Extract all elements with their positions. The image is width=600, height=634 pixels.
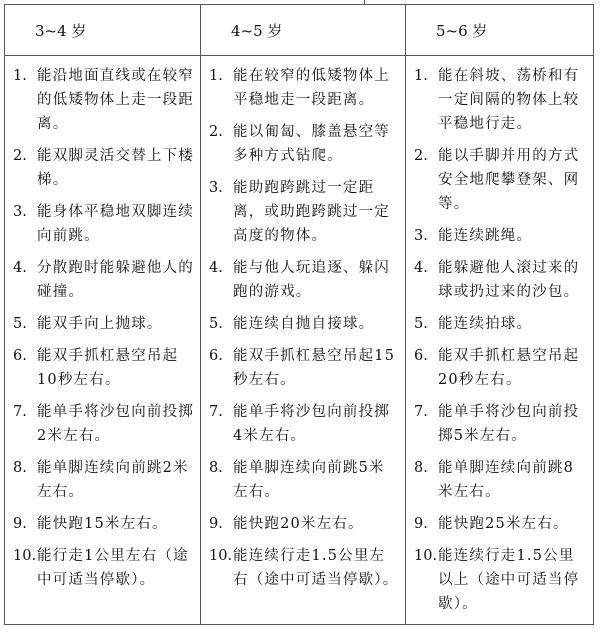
- item-number: 10.: [414, 548, 438, 564]
- item-number: 6.: [414, 348, 428, 364]
- item-text: 能沿地面直线或在较窄的低矮物体上走一段距离。: [37, 68, 194, 132]
- list-item: [13, 400, 194, 448]
- item-number: 8.: [414, 460, 428, 476]
- item-number: 2.: [13, 148, 27, 164]
- list-item: [414, 544, 587, 616]
- item-number: 5.: [414, 316, 428, 332]
- header-row: [5, 5, 593, 56]
- list-item: [209, 344, 399, 392]
- item-number: 4.: [13, 260, 27, 276]
- item-number: 6.: [209, 348, 223, 364]
- item-text: 能双手抓杠悬空吊起15秒左右。: [233, 348, 396, 388]
- list-item: [13, 144, 194, 192]
- item-text: 能以匍匐、膝盖悬空等多种方式钻爬。: [233, 124, 390, 164]
- item-text: 能以手脚并用的方式安全地爬攀登架、网等。: [438, 148, 580, 212]
- list-item: [209, 512, 399, 536]
- item-number: 2.: [209, 124, 223, 140]
- item-text: 能连续行走1.5公里以上（途中可适当停歇）。: [438, 548, 580, 612]
- list-item: [414, 64, 587, 136]
- item-text: 能与他人玩追逐、躲闪跑的游戏。: [233, 260, 390, 300]
- item-number: 3.: [414, 228, 428, 244]
- item-text: 能躲避他人滚过来的球或扔过来的沙包。: [438, 260, 580, 300]
- list-item: [209, 120, 399, 168]
- item-text: 能单脚连续向前跳8米左右。: [438, 460, 575, 500]
- item-number: 5.: [209, 316, 223, 332]
- list-item: [414, 256, 587, 304]
- list-item: [209, 64, 399, 112]
- item-text: 分散跑时能躲避他人的碰撞。: [37, 260, 194, 300]
- list-item: [414, 144, 587, 216]
- header-age-5-6: 5~6 岁: [436, 21, 488, 40]
- item-number: 9.: [13, 516, 27, 532]
- column-age-3-4: [5, 56, 201, 624]
- column-age-5-6: [406, 56, 593, 624]
- item-text: 能连续行走1.5公里左右（途中可适当停歇）。: [233, 548, 399, 588]
- list-item: [13, 64, 194, 136]
- item-number: 10.: [13, 548, 37, 564]
- item-number: 3.: [209, 180, 223, 196]
- item-number: 3.: [13, 204, 27, 220]
- list-item: [13, 312, 194, 336]
- list-item: [414, 456, 587, 504]
- item-text: 能双手向上抛球。: [37, 316, 163, 332]
- list-item: [13, 344, 194, 392]
- list-item: [13, 512, 194, 536]
- item-number: 6.: [13, 348, 27, 364]
- item-text: 能在斜坡、荡桥和有一定间隔的物体上较平稳地行走。: [438, 68, 580, 132]
- item-number: 4.: [209, 260, 223, 276]
- list-item: [13, 256, 194, 304]
- item-text: 能单手将沙包向前投掷2米左右。: [37, 404, 194, 444]
- item-text: 能身体平稳地双脚连续向前跳。: [37, 204, 194, 244]
- item-text: 能双脚灵活交替上下楼梯。: [37, 148, 194, 188]
- item-text: 能双手抓杠悬空吊起10秒左右。: [37, 348, 179, 388]
- list-item: [209, 256, 399, 304]
- item-text: 能双手抓杠悬空吊起20秒左右。: [438, 348, 580, 388]
- list-item: [414, 312, 587, 336]
- item-number: 1.: [414, 68, 428, 84]
- list-item: [209, 456, 399, 504]
- header-age-3-4: 3~4 岁: [5, 5, 201, 55]
- item-text: 能单手将沙包向前投掷4米左右。: [233, 404, 390, 444]
- item-text: 能快跑25米左右。: [438, 516, 569, 532]
- list-item: [209, 312, 399, 336]
- list-item: [209, 176, 399, 248]
- item-number: 9.: [414, 516, 428, 532]
- item-text: 能在较窄的低矮物体上平稳地走一段距离。: [233, 68, 390, 108]
- item-text: 能行走1公里左右（途中可适当停歇）。: [37, 548, 189, 588]
- item-text: 能连续拍球。: [438, 316, 533, 332]
- age-goals-table: [4, 4, 594, 625]
- list-item: [13, 200, 194, 248]
- list-item: [414, 400, 587, 448]
- item-text: 能快跑15米左右。: [37, 516, 168, 532]
- item-number: 2.: [414, 148, 428, 164]
- item-number: 5.: [13, 316, 27, 332]
- item-number: 8.: [13, 460, 27, 476]
- list-item: [13, 456, 194, 504]
- list-item: [414, 224, 587, 248]
- header-age-4-5: 4~5 岁: [201, 5, 406, 55]
- item-number: 4.: [414, 260, 428, 276]
- item-number: 9.: [209, 516, 223, 532]
- list-item: [209, 544, 399, 592]
- list-item: [13, 544, 194, 592]
- column-age-4-5: [201, 56, 406, 624]
- list-item: [414, 512, 587, 536]
- item-number: 7.: [13, 404, 27, 420]
- item-number: 7.: [414, 404, 428, 420]
- item-text: 能快跑20米左右。: [233, 516, 364, 532]
- item-text: 能单脚连续向前跳5米左右。: [233, 460, 385, 500]
- item-number: 7.: [209, 404, 223, 420]
- body-row: [5, 56, 593, 624]
- item-number: 8.: [209, 460, 223, 476]
- item-text: 能单脚连续向前跳2米左右。: [37, 460, 189, 500]
- list-item: [414, 344, 587, 392]
- item-number: 1.: [13, 68, 27, 84]
- item-text: 能单手将沙包向前投掷5米左右。: [438, 404, 580, 444]
- item-number: 10.: [209, 548, 233, 564]
- item-number: 1.: [209, 68, 223, 84]
- item-text: 能助跑跨跳过一定距离，或助跑跨跳过一定高度的物体。: [233, 180, 390, 244]
- item-text: 能连续跳绳。: [438, 228, 533, 244]
- list-item: [209, 400, 399, 448]
- item-text: 能连续自抛自接球。: [233, 316, 375, 332]
